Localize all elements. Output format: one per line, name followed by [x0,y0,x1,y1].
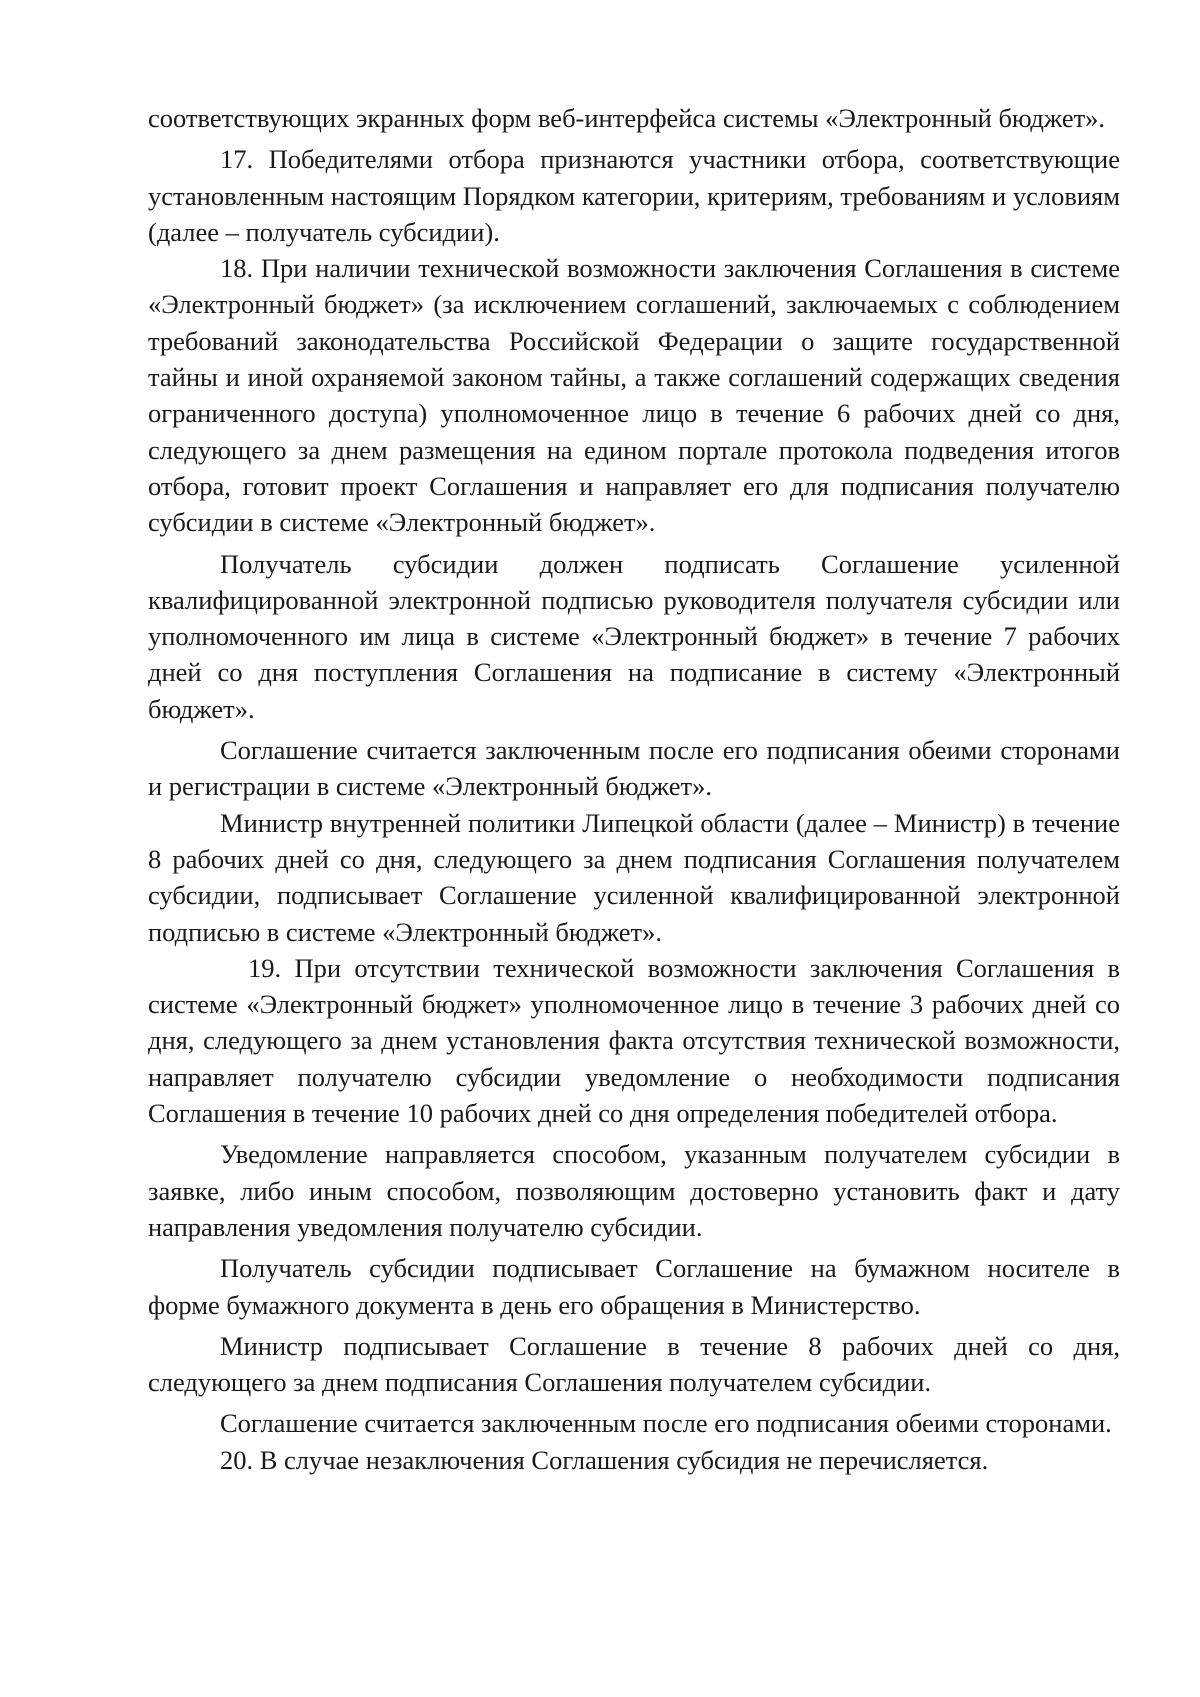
paragraph-agreement-concluded-paper: Соглашение считается заключенным после его подписания обеими сторонами. [220,1408,1112,1439]
paragraph-recipient-signs: Получатель субсидии должен подписать Соглашение усиленной квалифицированной электронной подписью руководителя получателя субсидии или уполномоченного им лица в системе «Электронный бюджет» в течение 7 рабочих дней со дня поступления Соглашения на подписание в систему «Электронный бюджет». [148,548,1120,724]
paragraph-minister-paper-signing: Министр подписывает Соглашение в течение 8 рабочих дней со дня, следующего за днем подписания Соглашения получателем субсидии. [148,1330,1120,1398]
paragraph-continuation: соответствующих экранных форм веб-интерфейса системы «Электронный бюджет». [148,103,1106,133]
paragraph-paper-signing: Получатель субсидии подписывает Соглашение на бумажном носителе в форме бумажного документа в день его обращения в Министерство. [148,1253,1120,1320]
paragraph-minister-signs: Министр внутренней политики Липецкой области (далее – Министр) в течение 8 рабочих дней со дня, следующего за днем подписания Соглашения получателем субсидии, подписывает Соглашение усиленной квалифицированной электронной подписью в системе «Электронный бюджет». [148,807,1120,947]
paragraph-17-winners: 17. Победителями отбора признаются участники отбора, соответствующие установленным настоящим Порядком категории, критериям, требованиям и условиям (далее – получатель субсидии). [148,144,1120,247]
document-body [148,100,1120,1478]
paragraph-notification: Уведомление направляется способом, указанным получателем субсидии в заявке, либо иным способом, позволяющим достоверно установить факт и дату направления уведомления получателю субсидии. [148,1139,1120,1242]
paragraph-19-no-technical-possibility: 19. При отсутствии технической возможности заключения Соглашения в системе «Электронный бюджет» уполномоченное лицо в течение 3 рабочих дней со дня, следующего за днем установления факта отсутствия технической возможности, направляет получателю субсидии уведомление о необходимости подписания Соглашения в течение 10 рабочих дней со дня определения победителей отбора. [148,952,1120,1129]
paragraph-agreement-concluded: Соглашение считается заключенным после его подписания обеими сторонами и регистрации в системе «Электронный бюджет». [148,735,1120,802]
paragraph-20-no-agreement: 20. В случае незаключения Соглашения субсидия не перечисляется. [220,1444,989,1475]
paragraph-18-technical-possibility: 18. При наличии технической возможности заключения Соглашения в системе «Электронный бюджет» (за исключением соглашений, заключаемых с соблюдением требований законодательства Российской Федерации о защите государственной тайны и иной охраняемой законом тайны, а также соглашений содержащих сведения ограниченного доступа) уполномоченное лицо в течение 6 рабочих дней со дня, следующего за днем размещения на едином портале протокола подведения итогов отбора, готовит проект Соглашения и направляет его для подписания получателю субсидии в системе «Электронный бюджет». [148,253,1120,538]
